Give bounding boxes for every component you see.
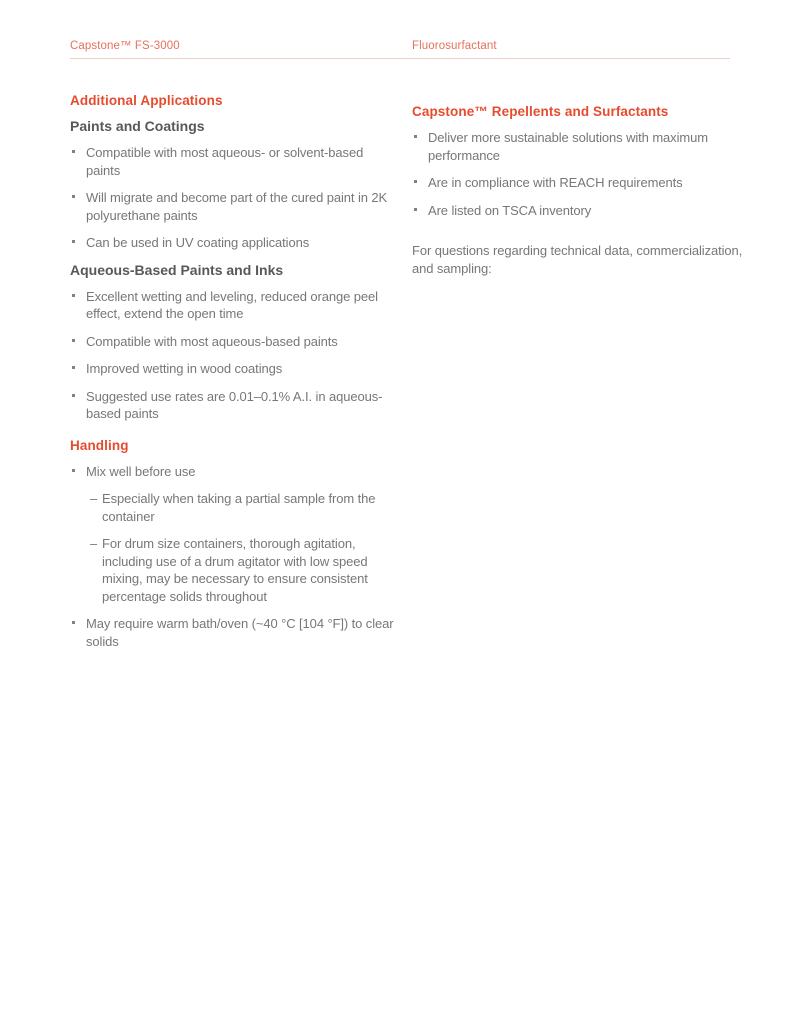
list-item-text: Excellent wetting and leveling, reduced orange peel effect, extend the open time (86, 288, 378, 321)
sub-list-item-text: For drum size containers, thorough agitation, including use of a drum agitator with low speed mixing, may be necessary to ensure consistent percentage solids throughout (102, 536, 368, 604)
list-item (412, 174, 730, 192)
section-title-additional-applications: Additional Applications (70, 93, 223, 108)
header-divider-rule (70, 58, 730, 59)
left-column (70, 93, 396, 660)
sub-list-item-text: Especially when taking a partial sample from the container (102, 491, 376, 524)
list-item (70, 144, 396, 179)
list-item-text: Compatible with most aqueous-based paints (86, 333, 338, 349)
list-item-text: Will migrate and become part of the cured paint in 2K polyurethane paints (86, 190, 388, 223)
list-item-text: Are listed on TSCA inventory (428, 202, 592, 218)
list-item (70, 388, 396, 423)
list-item (70, 360, 396, 378)
square-bullet-icon (412, 129, 428, 164)
aqueous-based-list (70, 288, 396, 423)
contact-note: For questions regarding technical data, commercialization, and sampling: (412, 243, 743, 276)
square-bullet-icon (70, 388, 86, 423)
square-bullet-icon (412, 202, 428, 220)
list-item (70, 333, 396, 351)
list-item (412, 129, 730, 164)
list-item-text: Can be used in UV coating applications (86, 235, 310, 250)
list-item-body (86, 463, 396, 606)
subsection-title-aqueous-based-paints-and-inks: Aqueous-Based Paints and Inks (70, 261, 284, 278)
header-product-category: Fluorosurfactant (412, 40, 497, 52)
list-item-text: Compatible with most aqueous- or solvent-based paints (86, 145, 364, 178)
sub-list-item (90, 490, 396, 525)
square-bullet-icon (70, 288, 86, 323)
list-item-text: Suggested use rates are 0.01–0.1% A.I. in aqueous-based paints (86, 388, 383, 421)
list-item (70, 288, 396, 323)
list-item-text: Are in compliance with REACH requirements (428, 175, 683, 190)
square-bullet-icon (70, 333, 86, 351)
square-bullet-icon (70, 615, 86, 650)
list-item (70, 189, 396, 224)
list-item-text: Improved wetting in wood coatings (86, 361, 283, 376)
list-item-text: Deliver more sustainable solutions with maximum performance (428, 130, 708, 163)
square-bullet-icon (70, 463, 86, 606)
list-item (70, 463, 396, 606)
header-product-name: Capstone™ FS-3000 (70, 40, 180, 52)
square-bullet-icon (70, 360, 86, 378)
list-item (70, 615, 396, 650)
square-bullet-icon (70, 189, 86, 224)
handling-list (70, 463, 396, 651)
square-bullet-icon (412, 174, 428, 192)
section-title-repellents-and-surfactants: Capstone™ Repellents and Surfactants (412, 104, 669, 119)
page-header (0, 40, 800, 54)
list-item (412, 202, 730, 220)
section-title-handling: Handling (70, 437, 129, 453)
content-columns (70, 93, 743, 660)
right-column (412, 93, 743, 660)
list-item-text: May require warm bath/oven (~40 °C [104 °F]) to clear solids (86, 616, 394, 649)
repellents-list (412, 129, 730, 219)
dash-bullet-icon: – (90, 536, 98, 551)
square-bullet-icon (70, 234, 86, 252)
subsection-title-paints-and-coatings: Paints and Coatings (70, 118, 205, 134)
list-item (70, 234, 396, 252)
handling-sublist (90, 490, 396, 605)
square-bullet-icon (70, 144, 86, 179)
list-item-text: Mix well before use (86, 463, 196, 479)
dash-bullet-icon: – (90, 491, 98, 506)
paints-and-coatings-list (70, 144, 396, 252)
sub-list-item (90, 535, 396, 605)
